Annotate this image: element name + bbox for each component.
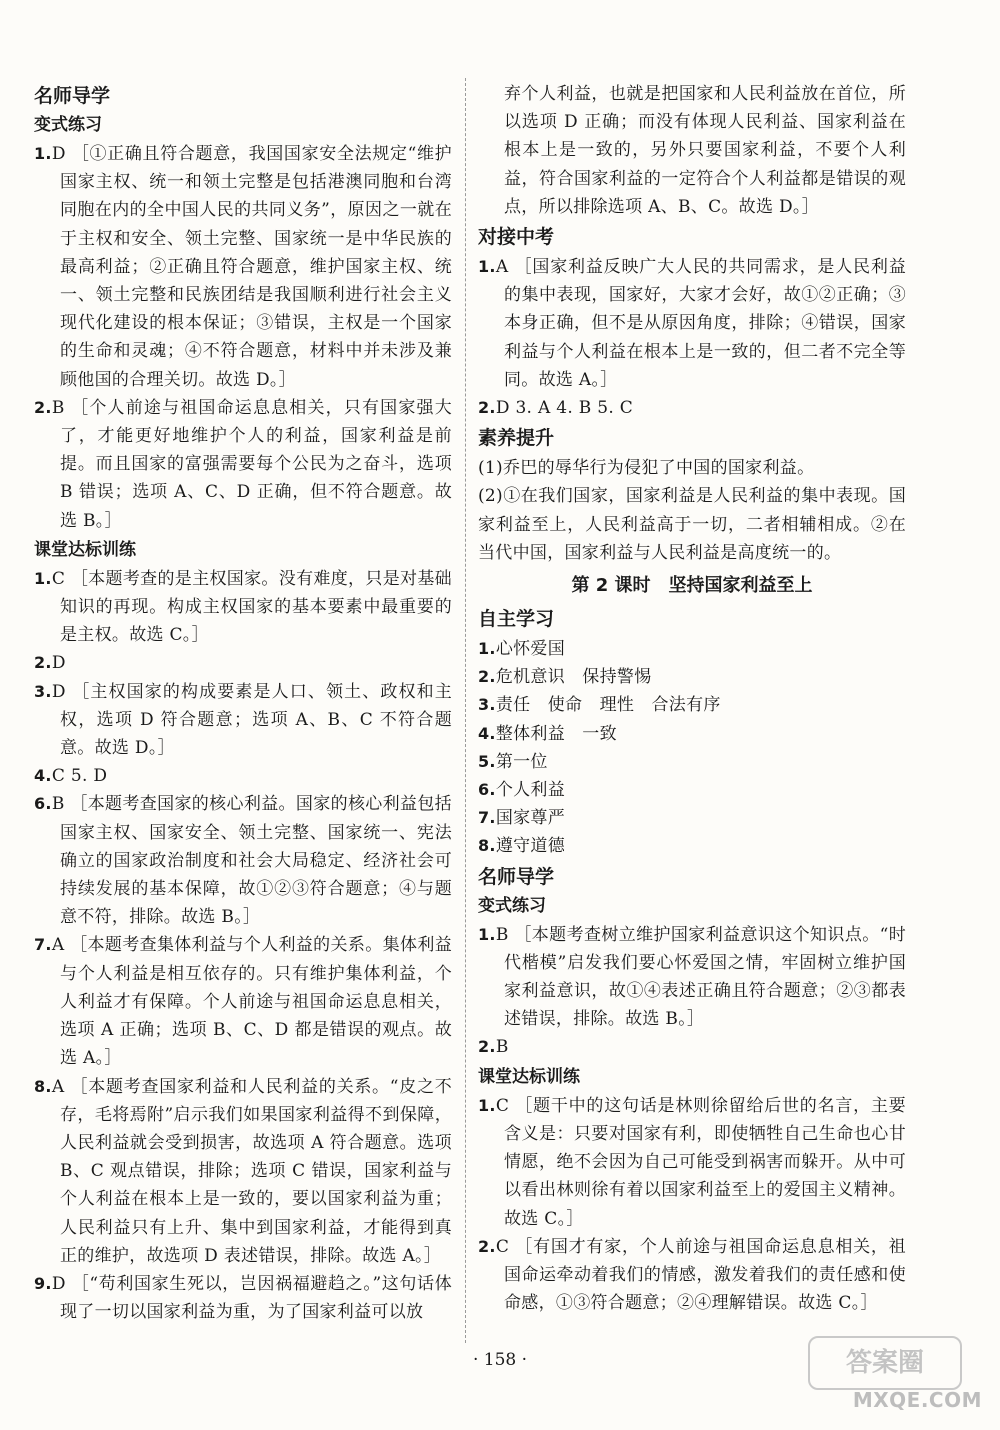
answer-text: D ［①正确且符合题意，我国国家安全法规定“维护国家主权、统一和领土完整是包括港澳同胞和台湾同胞在内的全中国人民的共同义务”，原因之一就在于主权和安全、领土完整、国家统一是中华民族的最高利益；②正确且符合题意，维护国家主权、统一、领土完整和民族团结是我国顺利进行社会主义现代化建设的根本保证；③错误，主权是一个国家的生命和灵魂；④不符合题意，材料中并未涉及兼顾他国的合理关切。故选 D。］ [51,144,452,390]
self-study-list [478,635,906,861]
section-heading: 课堂达标训练 [478,1066,580,1087]
answer-number: 2. [478,1037,496,1057]
answer-text: 第一位 [495,751,548,772]
watermark [822,1336,982,1412]
answer-number: 1. [34,568,52,588]
watermark-url: MXQE.COM [852,1388,982,1412]
answer-text: 危机意识 保持警惕 [495,667,652,688]
answer-number: 6. [478,780,496,800]
answer-text: C ［本题考查的是主权国家。没有难度，只是对基础知识的再现。构成主权国家的基本要素中最重要的是主权。故选 C。］ [51,568,452,646]
answer-number: 4. [34,766,52,786]
answer-item [34,762,452,790]
column-divider [465,78,466,1343]
self-study-item [478,720,906,748]
watermark-logo: 答案圈 [808,1336,962,1390]
answer-text: D 3. A 4. B 5. C [495,398,634,419]
answer-text: B ［本题考查国家的核心利益。国家的核心利益包括国家主权、国家安全、领土完整、国家统一、宪法确立的国家政治制度和社会大局稳定、经济社会可持续发展的基本保障，故①②③符合题意；④与题意不符，排除。故选 B。］ [51,794,452,928]
answer-number: 8. [478,836,496,856]
answer-text: B ［本题考查树立维护国家利益意识这个知识点。“时代楷模”启发我们要心怀爱国之情，牢固树立维护国家利益意识，故①④表述正确且符合题意；②③都表述错误，排除。故选 B。］ [495,924,906,1030]
answer-number: 7. [478,808,496,828]
right-column [478,80,906,1317]
left-column [34,80,452,1326]
self-study-item [478,804,906,832]
answer-item [34,1270,452,1326]
answer-text: 国家尊严 [495,808,566,829]
answer-number: 1. [478,1095,496,1115]
answer-number: 2. [478,398,496,418]
answer-item [34,565,452,650]
answer-text: C 5. D [51,766,108,787]
answer-number: 9. [34,1273,52,1293]
section-heading: 对接中考 [478,226,555,249]
section-heading: 名师导学 [34,85,111,107]
answer-item [478,1233,906,1318]
answer-number: 2. [34,653,52,673]
answer-text: D ［主权国家的构成要素是人口、领土、政权和主权，选项 D 符合题意；选项 A、B、C 不符合题意。故选 D。］ [51,681,452,759]
section-heading: 课堂达标训练 [34,539,136,560]
answer-text: 个人利益 [495,780,566,801]
self-study-item [478,832,906,860]
answer-number: 7. [34,935,52,955]
self-study-item [478,776,906,804]
answer-item [34,931,452,1072]
answer-text: 整体利益 一致 [495,723,617,744]
section-heading: 素养提升 [478,427,555,450]
answer-text: D [51,653,66,674]
section-heading: 自主学习 [478,608,555,631]
answer-number: 4. [478,723,496,743]
answer-text: A ［本题考查国家利益和人民利益的关系。“皮之不存，毛将焉附”启示我们如果国家利益得不到保障，人民利益就会受到损害，故选项 A 符合题意。选项 B、C 观点错误，排除；选项 C 错误，国家利益与个人利益在根本上是一致的，要以国家利益为重；人民利益只有上升、集中到国家利益，才能得到真正的维护，故选项 D 表述错误，排除。故选 A。］ [51,1076,452,1266]
answer-number: 3. [34,681,52,701]
lesson-title: 第 2 课时 坚持国家利益至上 [571,575,813,597]
section-heading: 名师导学 [478,865,555,888]
answer-item [34,678,452,763]
page-number: · 158 · [472,1350,528,1370]
answer-item [478,1033,906,1061]
answer-number: 2. [478,1236,496,1256]
self-study-item [478,635,906,663]
continued-answer-text: 弃个人利益，也就是把国家和人民利益放在首位，所以选项 D 正确；而没有体现人民利益、国家利益在根本上是一致的，另外只要国家利益，不要个人利益，符合国家利益的一定符合个人利益都是错误的观点，所以排除选项 A、B、C。故选 D。］ [504,84,906,217]
answer-number: 2. [34,397,52,417]
self-study-item [478,691,906,719]
answer-number: 1. [478,924,496,944]
answer-item [34,1073,452,1270]
self-study-item [478,663,906,691]
answer-item [478,394,906,422]
answer-item [34,790,452,931]
subsection-heading: 变式练习 [478,895,546,916]
self-study-item [478,748,906,776]
answer-item [478,1092,906,1233]
answer-item [478,253,906,394]
answer-text: 心怀爱国 [495,639,566,660]
answer-text: C ［有国才有家，个人前途与祖国命运息息相关，祖国命运牵动着我们的情感，激发着我们的责任感和使命感，①③符合题意；②④理解错误。故选 C。］ [495,1236,906,1314]
answer-item [478,921,906,1034]
answer-number: 1. [34,144,52,163]
answer-number: 5. [478,751,496,771]
answer-item [34,394,452,535]
answer-text: D ［“苟利国家生死以，岂因祸福避趋之。”这句话体现了一切以国家利益为重，为了国家利益可以放 [51,1273,452,1323]
answer-text: A ［国家利益反映广大人民的共同需求，是人民利益的集中表现，国家好，大家才会好，故①②正确；③本身正确，但不是从原因角度，排除；④错误，国家利益与个人利益在根本上是一致的，但二者不完全等同。故选 A。］ [495,257,906,390]
answer-text: 责任 使命 理性 合法有序 [495,695,721,716]
answer-item [34,140,452,394]
answer-number: 1. [478,639,496,659]
answer-paragraph: (2)①在我们国家，国家利益是人民利益的集中表现。国家利益至上，人民利益高于一切，二者相辅相成。②在当代中国，国家利益与人民利益是高度统一的。 [478,486,906,563]
subsection-heading: 变式练习 [34,115,102,135]
answer-paragraph: (1)乔巴的辱华行为侵犯了中国的国家利益。 [478,458,815,479]
answer-text: B ［个人前途与祖国命运息息相关，只有国家强大了，才能更好地维护个人的利益，国家利益是前提。而且国家的富强需要每个公民为之奋斗，选项 B 错误；选项 A、C、D 正确，但不符合题意。故选 B。］ [51,397,452,531]
answer-text: 遵守道德 [495,836,566,857]
answer-number: 6. [34,794,52,814]
answer-number: 3. [478,695,496,715]
answer-item [34,649,452,677]
answer-number: 1. [478,257,496,277]
answer-text: B [495,1037,509,1058]
answer-number: 2. [478,667,496,687]
answer-text: A ［本题考查集体利益与个人利益的关系。集体利益与个人利益是相互依存的。只有维护集体利益，个人利益才有保障。个人前途与祖国命运息息相关，选项 A 正确；选项 B、C、D 都是错误的观点。故选 A。］ [51,935,452,1069]
answer-text: C ［题干中的这句话是林则徐留给后世的名言，主要含义是：只要对国家有利，即使牺牲自己生命也心甘情愿，绝不会因为自己可能受到祸害而躲开。从中可以看出林则徐有着以国家利益至上的爱国主义精神。故选 C。］ [495,1095,906,1229]
answer-number: 8. [34,1076,52,1096]
